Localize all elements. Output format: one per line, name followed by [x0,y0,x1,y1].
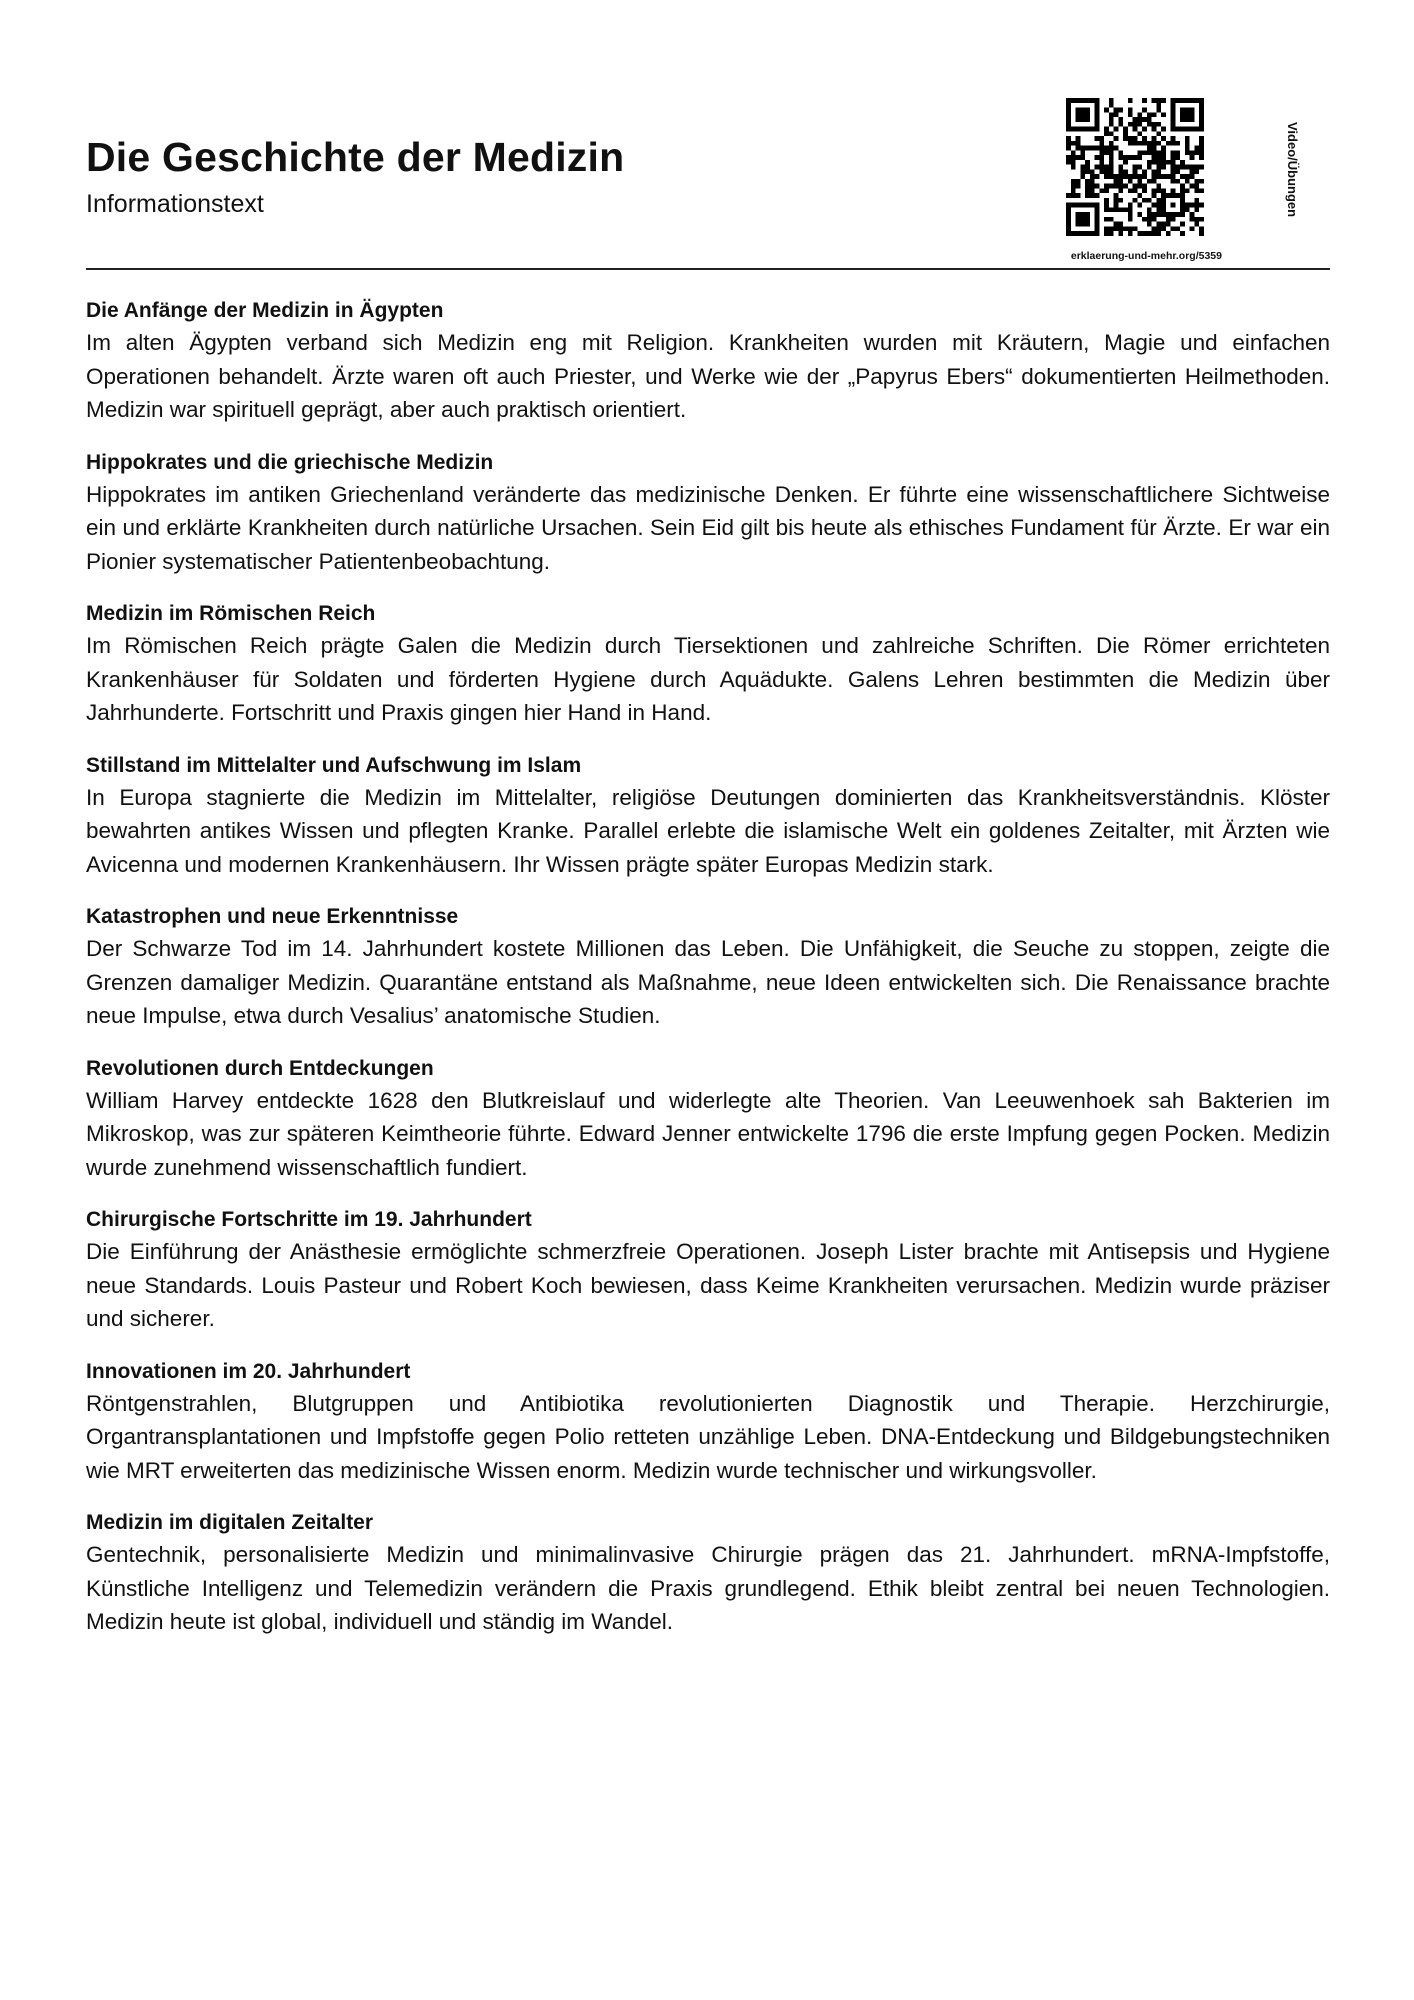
section-text: Gentechnik, personalisierte Medizin und minimalinvasive Chirurgie prägen das 21. Jahrhundert. mRNA-Impfstoffe, Künstliche Intelligenz und Telemedizin verändern die Praxis grundlegend. Ethik bleibt zentral bei neuen Technologien. Medizin heute ist global, individuell und ständig im Wandel. [86,1542,1330,1634]
page-title: Die Geschichte der Medizin [86,134,625,180]
section-text: Röntgenstrahlen, Blutgruppen und Antibiotika revolutionierten Diagnostik und Therapie. Herzchirurgie, Organtransplantationen und Impfstoffe gegen Polio retteten unzählige Leben. DNA-Entdeckung und Bildgebungstechniken wie MRT erweiterten das medizinische Wissen enorm. Medizin wurde technischer und wirkungsvoller. [86,1390,1330,1483]
section-heading: Hippokrates und die griechische Medizin [86,450,494,474]
article-body [86,296,1330,1660]
page-subtitle: Informationstext [86,190,264,218]
section-digital-age [86,1508,1330,1639]
section-text: Der Schwarze Tod im 14. Jahrhundert kostete Millionen das Leben. Die Unfähigkeit, die Seuche zu stoppen, zeigte die Grenzen damaliger Medizin. Quarantäne entstand als Maßnahme, neue Ideen entwickelten sich. Die Renaissance brachte neue Impulse, etwa durch Vesalius’ anatomische Studien. [86,936,1330,1028]
header-divider [86,268,1330,270]
section-20th-century [86,1357,1330,1488]
section-heading: Katastrophen und neue Erkenntnisse [86,905,459,928]
section-heading: Medizin im Römischen Reich [86,602,376,625]
section-discoveries [86,1054,1330,1185]
video-exercises-label: Video/Übungen [1285,122,1300,218]
website-link[interactable]: erklaerung-und-mehr.org/5359 [1070,250,1222,262]
section-heading: Medizin im digitalen Zeitalter [86,1511,374,1534]
section-text: Hippokrates im antiken Griechenland veränderte das medizinische Denken. Er führte eine wissenschaftlichere Sichtweise ein und erklärte Krankheiten durch natürliche Ursachen. Sein Eid gilt bis heute als ethisches Fundament für Ärzte. Er war ein Pionier systematischer Patientenbeobachtung. [86,481,1330,574]
section-rome [86,599,1330,730]
section-heading: Innovationen im 20. Jahrhundert [86,1359,411,1383]
section-text: Im alten Ägypten verband sich Medizin eng mit Religion. Krankheiten wurden mit Kräutern, Magie und einfachen Operationen behandelt. Ärzte waren oft auch Priester, und Werke wie der „Papyrus Ebers“ dokumentierten Heilmethoden. Medizin war spirituell geprägt, aber auch praktisch orientiert. [86,330,1330,422]
section-text: Die Einführung der Anästhesie ermöglichte schmerzfreie Operationen. Joseph Lister brachte mit Antisepsis und Hygiene neue Standards. Louis Pasteur und Robert Koch bewiesen, dass Keime Krankheiten verursachen. Medizin wurde präziser und sicherer. [86,1239,1330,1331]
section-surgery-19th-century [86,1205,1330,1336]
section-egypt [86,296,1330,427]
section-text: William Harvey entdeckte 1628 den Blutkreislauf und widerlegte alte Theorien. Van Leeuwenhoek sah Bakterien im Mikroskop, was zur späteren Keimtheorie führte. Edward Jenner entwickelte 1796 die erste Impfung gegen Pocken. Medizin wurde zunehmend wissenschaftlich fundiert. [86,1087,1330,1180]
section-catastrophes [86,902,1330,1033]
section-text: In Europa stagnierte die Medizin im Mittelalter, religiöse Deutungen dominierten das Krankheitsverständnis. Klöster bewahrten antikes Wissen und pflegten Kranke. Parallel erlebte die islamische Welt ein goldenes Zeitalter, mit Ärzten wie Avicenna und modernen Krankenhäusern. Ihr Wissen prägte später Europas Medizin stark. [86,784,1330,877]
section-greece [86,448,1330,579]
section-middle-ages [86,751,1330,882]
section-heading: Die Anfänge der Medizin in Ägypten [86,299,444,322]
section-heading: Chirurgische Fortschritte im 19. Jahrhundert [86,1208,532,1231]
section-heading: Stillstand im Mittelalter und Aufschwung im Islam [86,753,582,777]
section-heading: Revolutionen durch Entdeckungen [86,1056,434,1080]
qr-code-icon[interactable] [1066,98,1204,236]
section-text: Im Römischen Reich prägte Galen die Medizin durch Tiersektionen und zahlreiche Schriften. Die Römer errichteten Krankenhäuser für Soldaten und förderten Hygiene durch Aquädukte. Galens Lehren bestimmten die Medizin über Jahrhunderte. Fortschritt und Praxis gingen hier Hand in Hand. [86,633,1330,725]
